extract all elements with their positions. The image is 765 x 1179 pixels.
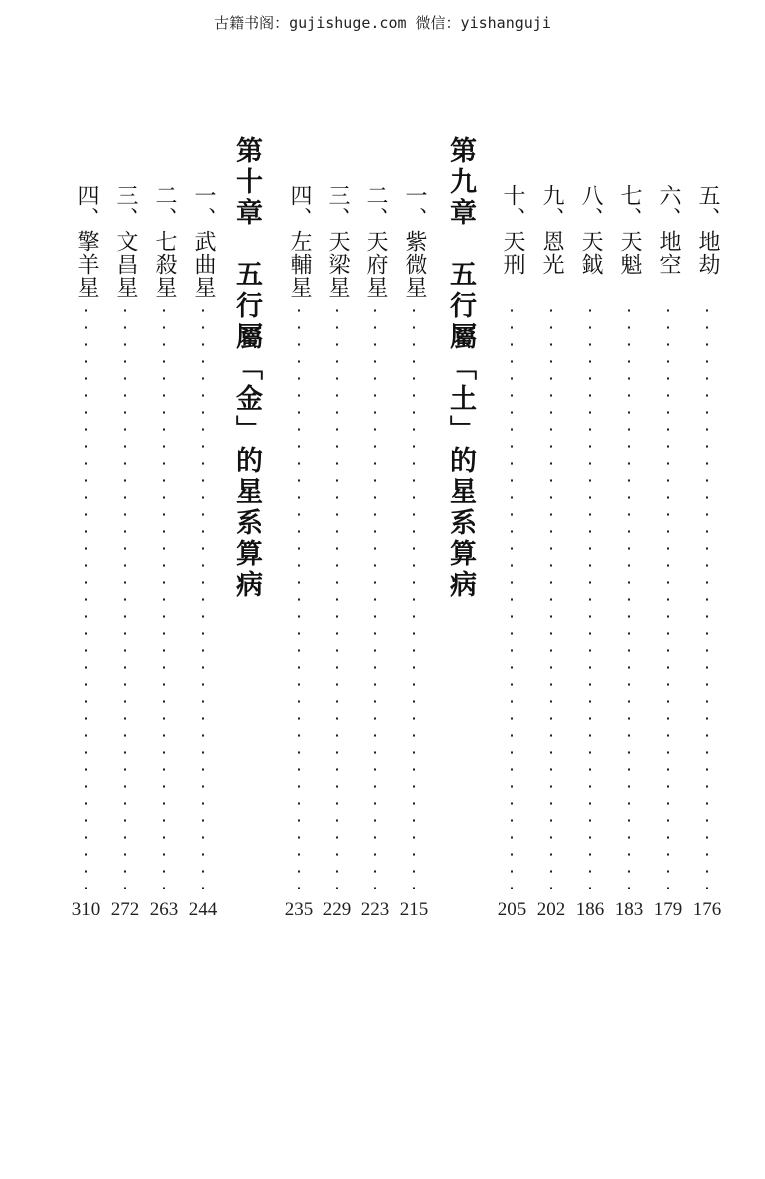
dot-leader <box>163 302 165 889</box>
toc-entry-label: 一、武曲星 <box>191 184 216 299</box>
page-number: 235 <box>284 899 314 920</box>
toc-entry-label: 五、地劫 <box>695 184 720 276</box>
dot-leader <box>124 302 126 889</box>
toc-entry[interactable] <box>690 184 724 889</box>
toc-entry-label: 二、七殺星 <box>152 184 177 299</box>
page-number: 244 <box>188 899 218 920</box>
chapter-heading: 第九章 五行屬「土」的星系算病 <box>445 136 476 601</box>
toc-entry-label: 一、紫微星 <box>402 184 427 299</box>
toc-entry[interactable] <box>358 184 392 889</box>
chapter-heading: 第十章 五行屬「金」的星系算病 <box>231 136 262 601</box>
dot-leader <box>667 302 669 889</box>
toc-entry-label: 七、天魁 <box>617 184 642 276</box>
page-number: 272 <box>110 899 140 920</box>
toc-entry-label: 十、天刑 <box>500 184 525 276</box>
dot-leader <box>374 302 376 889</box>
page-number: 263 <box>149 899 179 920</box>
toc-entry[interactable] <box>397 184 431 889</box>
toc-entry[interactable] <box>69 184 103 889</box>
dot-leader <box>336 302 338 889</box>
toc-entry-label: 九、恩光 <box>539 184 564 276</box>
page-number: 215 <box>399 899 429 920</box>
toc-entry-label: 三、文昌星 <box>113 184 138 299</box>
toc-entry-label: 三、天梁星 <box>325 184 350 299</box>
dot-leader <box>628 302 630 889</box>
page-number: 229 <box>322 899 352 920</box>
toc-entry[interactable] <box>108 184 142 889</box>
toc-entry-label: 四、擎羊星 <box>74 184 99 299</box>
page-number: 183 <box>614 899 644 920</box>
toc-entry[interactable] <box>534 184 568 889</box>
page-header: 古籍书阁：gujishuge.com 微信：yishanguji <box>214 14 551 32</box>
dot-leader <box>706 302 708 889</box>
dot-leader <box>589 302 591 889</box>
toc-entry-label: 八、天鉞 <box>578 184 603 276</box>
page-number: 223 <box>360 899 390 920</box>
toc-entry-label: 四、左輔星 <box>287 184 312 299</box>
toc-entry[interactable] <box>651 184 685 889</box>
page-number: 202 <box>536 899 566 920</box>
toc-entry[interactable] <box>573 184 607 889</box>
toc-entry[interactable] <box>320 184 354 889</box>
toc-entry[interactable] <box>495 184 529 889</box>
toc-entry[interactable] <box>186 184 220 889</box>
dot-leader <box>298 302 300 889</box>
toc-entry-label: 二、天府星 <box>363 184 388 299</box>
dot-leader <box>202 302 204 889</box>
dot-leader <box>511 302 513 889</box>
toc-entry[interactable] <box>282 184 316 889</box>
page-number: 179 <box>653 899 683 920</box>
page-number: 186 <box>575 899 605 920</box>
page-number: 176 <box>692 899 722 920</box>
page-number: 310 <box>71 899 101 920</box>
dot-leader <box>85 302 87 889</box>
toc-entry-label: 六、地空 <box>656 184 681 276</box>
page-number: 205 <box>497 899 527 920</box>
dot-leader <box>413 302 415 889</box>
dot-leader <box>550 302 552 889</box>
toc-entry[interactable] <box>612 184 646 889</box>
toc-entry[interactable] <box>147 184 181 889</box>
